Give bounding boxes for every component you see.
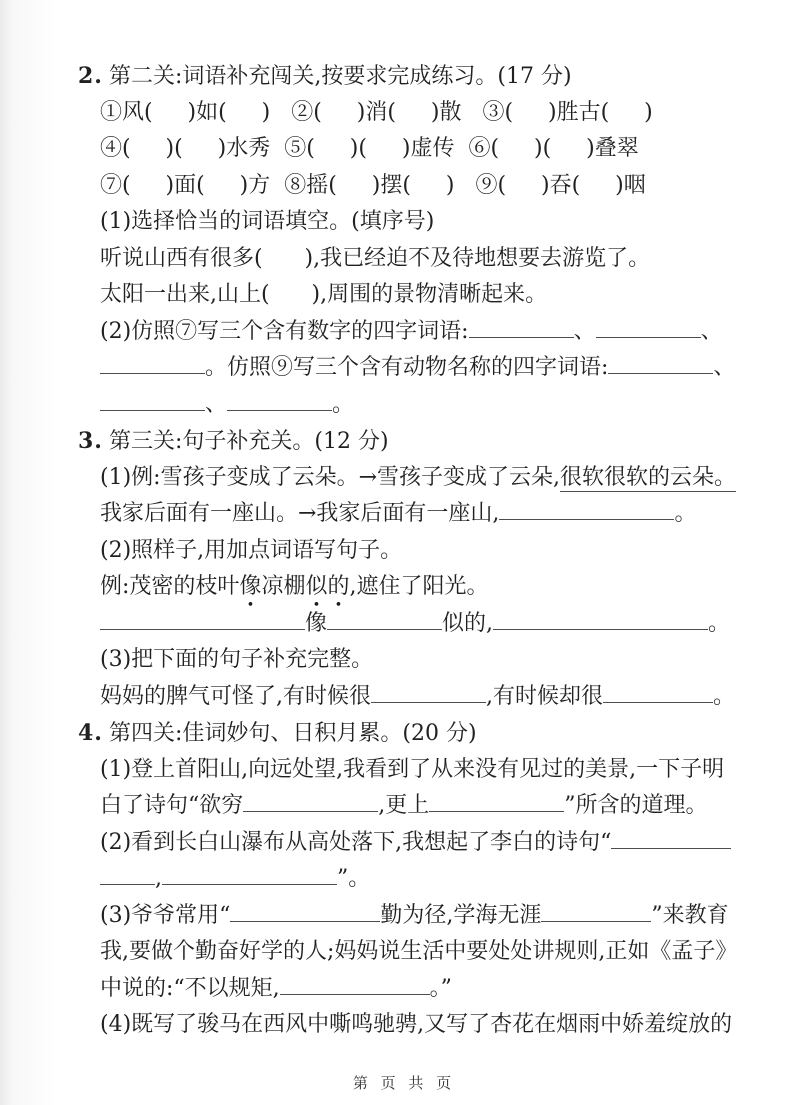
fill-in-blank — [611, 825, 731, 848]
fill-in-blank — [100, 351, 205, 374]
fill-in-blank — [608, 351, 713, 374]
question-heading-line — [0, 58, 808, 95]
text-run: , — [155, 866, 162, 891]
text-run: (3)爷爷常用“ — [100, 902, 231, 928]
text-run: 像 — [305, 610, 328, 636]
fill-in-blank — [100, 606, 305, 629]
fill-in-blank — [243, 789, 378, 812]
fill-in-blank — [280, 971, 430, 994]
text-run: 凉棚 — [261, 574, 306, 599]
text-run: 第三关:句子补充关。(12 分) — [108, 429, 389, 454]
text-run: ,遮住了阳光。 — [349, 574, 489, 599]
text-run: ”来教育 — [651, 902, 729, 928]
fill-in-blank — [100, 387, 205, 410]
worksheet-line — [0, 679, 808, 716]
text-run: 勤为径,学海无涯 — [380, 902, 542, 928]
question-heading-line — [0, 423, 808, 460]
text-run: 、 — [573, 318, 596, 344]
text-run: 中说的:“不以规矩, — [100, 975, 280, 1001]
text-run: 。仿照⑨写三个含有动物名称的四字词语: — [205, 355, 609, 380]
text-run: 听说山西有很多( ),我已经迫不及待地想要去游览了。 — [100, 245, 651, 271]
text-run: 例:茂密的枝叶 — [100, 574, 240, 599]
worksheet-line — [0, 350, 808, 387]
worksheet-line — [0, 95, 808, 132]
worksheet-line — [0, 533, 808, 570]
emphasized-word-char: 的 — [327, 574, 350, 599]
fill-in-blank — [499, 497, 674, 520]
text-run: 。 — [332, 391, 355, 417]
worksheet-line — [0, 606, 808, 643]
text-run: ,有时候却很 — [486, 683, 603, 709]
text-run: 似的, — [442, 610, 494, 636]
text-run: 、 — [713, 355, 736, 380]
worksheet-line — [0, 1007, 808, 1044]
fill-in-blank — [603, 679, 713, 702]
question-number: 2. — [78, 63, 103, 89]
text-run: 太阳一出来,山上( ),周围的景物清晰起来。 — [100, 282, 548, 307]
fill-in-blank — [429, 789, 564, 812]
text-run: (2)照样子,用加点词语写句子。 — [100, 537, 403, 563]
worksheet-line — [0, 934, 808, 971]
worksheet-line — [0, 825, 808, 862]
text-run: ⑦( )面( )方 ⑧摇( )摆( ) ⑨( )吞( )咽 — [100, 172, 646, 198]
emphasized-word-char: 像 — [239, 574, 262, 599]
text-run: (1)例:雪孩子变成了云朵。→雪孩子变成了云朵, — [100, 464, 561, 490]
text-run: 我家后面有一座山。→我家后面有一座山, — [100, 501, 500, 526]
fill-in-blank — [100, 862, 155, 885]
text-run: (1)登上首阳山,向远处望,我看到了从来没有见过的美景,一下子明 — [100, 756, 725, 782]
fill-in-blank — [541, 898, 651, 921]
worksheet-line — [0, 460, 808, 497]
worksheet-line — [0, 496, 808, 533]
text-run: (4)既写了骏马在西风中嘶鸣驰骋,又写了杏花在烟雨中娇羞绽放的 — [100, 1012, 733, 1037]
fill-in-blank — [596, 314, 701, 337]
worksheet-line — [0, 788, 808, 825]
fill-in-blank — [371, 679, 486, 702]
text-run: 、 — [205, 391, 228, 417]
text-run: 。 — [713, 683, 736, 709]
emphasized-word-char: 似 — [305, 574, 328, 599]
fill-in-blank — [327, 606, 442, 629]
text-run: 白了诗句“欲穷 — [100, 793, 244, 818]
text-run: (2)看到长白山瀑布从高处落下,我想起了李白的诗句“ — [100, 829, 612, 855]
fill-in-blank — [469, 314, 574, 337]
question-heading-line — [0, 715, 808, 752]
worksheet-line — [0, 642, 808, 679]
text-run: ①风( )如( ) ②( )消( )散 ③( )胜古( ) — [100, 99, 653, 125]
text-run: (1)选择恰当的词语填空。(填序号) — [100, 209, 435, 234]
fill-in-blank — [162, 862, 337, 885]
text-run: ④( )( )水秀 ⑤( )( )虚传 ⑥( )( )叠翠 — [100, 136, 639, 161]
text-run: 第四关:佳词妙句、日积月累。(20 分) — [108, 721, 477, 746]
worksheet-line — [0, 971, 808, 1008]
fill-in-blank — [230, 898, 380, 921]
text-run: ,更上 — [378, 793, 430, 818]
worksheet-line — [0, 131, 808, 168]
worksheet-line — [0, 898, 808, 935]
worksheet-line — [0, 569, 808, 606]
fill-in-blank — [227, 387, 332, 410]
question-number: 3. — [78, 428, 103, 454]
text-run: 。 — [674, 501, 697, 526]
worksheet-line — [0, 861, 808, 898]
underlined-example-answer: 很软很软的云朵。 — [560, 464, 737, 490]
worksheet-line — [0, 204, 808, 241]
text-run: 我,要做个勤奋好学的人;妈妈说生活中要处处讲规则,正如《孟子》 — [100, 939, 738, 964]
text-run: ”。 — [337, 866, 371, 891]
text-run: ”所含的道理。 — [564, 793, 708, 818]
text-run: (3)把下面的句子补充完整。 — [100, 647, 374, 672]
text-run: 。” — [429, 975, 452, 1001]
worksheet-line — [0, 241, 808, 278]
worksheet-line — [0, 314, 808, 351]
page-footer: 第 页 共 页 — [352, 1074, 456, 1092]
worksheet-line — [0, 277, 808, 314]
text-run: 、 — [700, 318, 723, 344]
worksheet-line — [0, 168, 808, 205]
question-number: 4. — [78, 720, 103, 746]
text-run: 。 — [708, 610, 731, 636]
worksheet-content — [0, 58, 808, 1044]
worksheet-line — [0, 387, 808, 424]
text-run: 第二关:词语补充闯关,按要求完成练习。(17 分) — [108, 64, 572, 89]
worksheet-line — [0, 752, 808, 789]
text-run: 妈妈的脾气可怪了,有时候很 — [100, 683, 371, 709]
text-run: (2)仿照⑦写三个含有数字的四字词语: — [100, 318, 469, 344]
fill-in-blank — [493, 606, 708, 629]
